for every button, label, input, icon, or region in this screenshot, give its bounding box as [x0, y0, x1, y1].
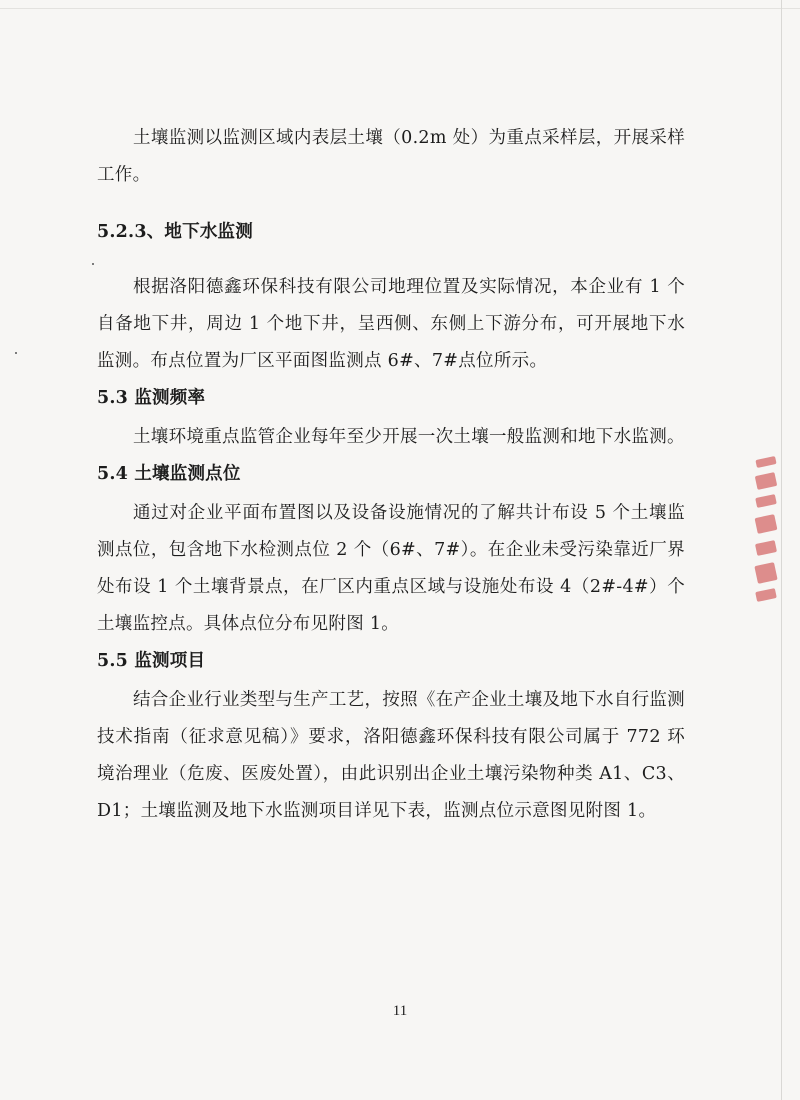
section-heading-5-3: 5.3 监测频率: [97, 388, 206, 408]
paragraph-monitoring-frequency: 土壤环境重点监管企业每年至少开展一次土壤一般监测和地下水监测。: [133, 427, 685, 447]
red-seal-fragment: [750, 452, 780, 612]
scan-speck: [92, 263, 94, 265]
section-heading-5-5: 5.5 监测项目: [97, 651, 206, 671]
paragraph-soil-sampling-layer: 土壤监测以监测区域内表层土壤（0.2m 处）为重点采样层，开展采样工作。: [97, 128, 685, 185]
page-number: 11: [392, 1003, 408, 1019]
section-heading-5-4: 5.4 土壤监测点位: [97, 464, 241, 484]
scan-speck: [15, 352, 17, 354]
section-heading-5-2-3: 5.2.3、地下水监测: [97, 222, 253, 242]
paragraph-groundwater-wells: 根据洛阳德鑫环保科技有限公司地理位置及实际情况，本企业有 1 个自备地下井，周边 1 个地下井，呈西侧、东侧上下游分布，可开展地下水监测。布点位置为厂区平面图监测点 6#、7#点位所示。: [97, 277, 685, 371]
paragraph-monitoring-items: 结合企业行业类型与生产工艺，按照《在产企业土壤及地下水自行监测技术指南（征求意见稿）》要求，洛阳德鑫环保科技有限公司属于 772 环境治理业（危废、医废处置），由此识别出企业土壤污染物种类 A1、C3、D1；土壤监测及地下水监测项目详见下表，监测点位示意图见附图 1。: [97, 690, 685, 821]
paragraph-soil-monitoring-points: 通过对企业平面布置图以及设备设施情况的了解共计布设 5 个土壤监测点位，包含地下水检测点位 2 个（6#、7#）。在企业未受污染靠近厂界处布设 1 个土壤背景点，在厂区内重点区域与设施处布设 4（2#-4#）个土壤监控点。具体点位分布见附图 1。: [97, 503, 685, 634]
page-right-edge: [781, 0, 782, 1100]
document-body: [97, 120, 685, 830]
page-top-edge: [0, 8, 800, 9]
